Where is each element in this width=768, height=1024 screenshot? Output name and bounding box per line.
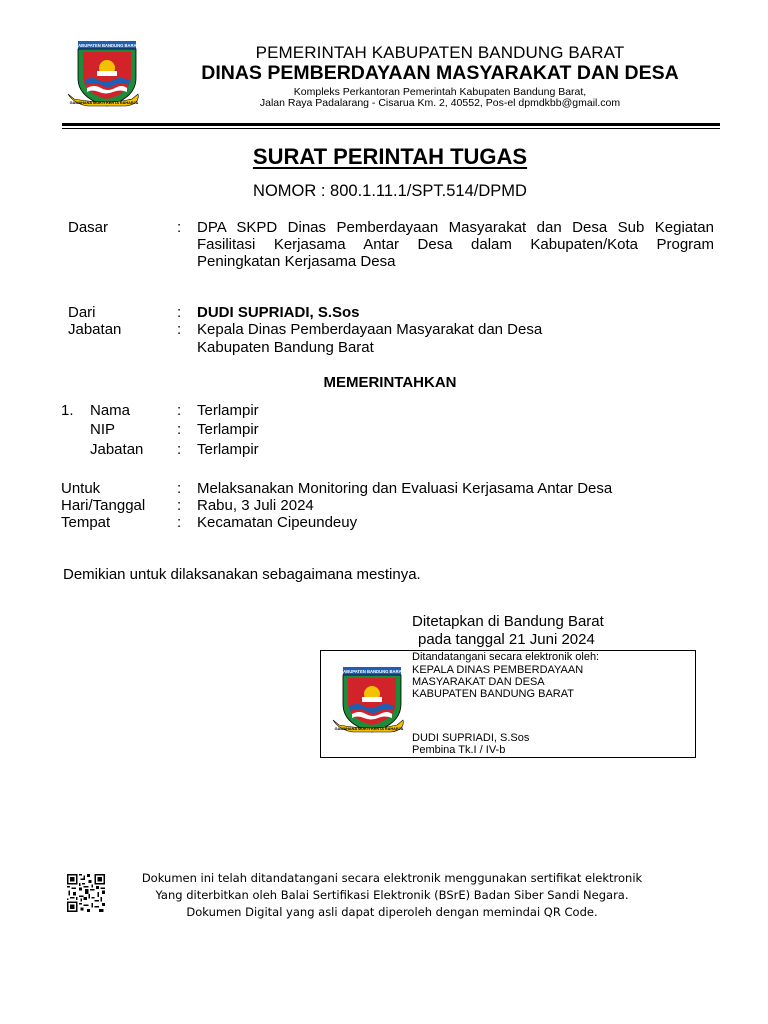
logo-caption-bottom: GAWAHANA MUKTI KERTA RAHARJA — [69, 101, 139, 105]
nama-value: Terlampir — [197, 402, 259, 419]
hari-tanggal-label: Hari/Tanggal — [61, 497, 146, 514]
untuk-label: Untuk — [61, 480, 101, 497]
agency-address-line2: Jalan Raya Padalarang - Cisarua Km. 2, 40552, Pos-el dpmdkbb@gmail.com — [259, 97, 621, 109]
signature-signed-by: Ditandatangani secara elektronik oleh: — [412, 651, 600, 663]
signature-emblem-logo — [329, 664, 407, 738]
dari-colon: : — [177, 304, 182, 321]
sig-logo-caption-bottom: GAWAHANA MUKTI KERTA RAHARJA — [334, 727, 404, 731]
memerintahkan-heading: MEMERINTAHKAN — [323, 374, 457, 391]
dasar-label: Dasar — [68, 219, 109, 236]
footer-line1: Dokumen ini telah ditandatangani secara elektronik menggunakan sertifikat elektronik — [141, 871, 643, 885]
hari-tanggal-value: Rabu, 3 Juli 2024 — [197, 497, 314, 514]
signature-position-line2: MASYARAKAT DAN DESA — [412, 676, 545, 688]
tempat-label: Tempat — [61, 514, 111, 531]
signature-position-line3: KABUPATEN BANDUNG BARAT — [412, 688, 574, 700]
untuk-colon: : — [177, 480, 182, 497]
jabatan-dari-colon: : — [177, 321, 182, 338]
tempat-value: Kecamatan Cipeundeuy — [197, 514, 358, 531]
nip-value: Terlampir — [197, 421, 259, 438]
document-number: NOMOR : 800.1.11.1/SPT.514/DPMD — [253, 182, 527, 200]
ditetapkan-date: pada tanggal 21 Juni 2024 — [418, 631, 595, 648]
logo-caption-top: KABUPATEN BANDUNG BARAT — [75, 43, 139, 48]
nip-label: NIP — [90, 421, 116, 438]
dasar-colon: : — [177, 219, 182, 236]
nip-colon: : — [177, 421, 182, 438]
jabatan-penerima-label: Jabatan — [90, 441, 144, 458]
footer-line2: Yang diterbitkan oleh Balai Sertifikasi Elektronik (BSrE) Badan Siber Sandi Negara. — [155, 888, 629, 902]
dari-value: DUDI SUPRIADI, S.Sos — [197, 304, 360, 321]
agency-name: DINAS PEMBERDAYAAN MASYARAKAT DAN DESA — [201, 62, 679, 84]
closing-statement: Demikian untuk dilaksanakan sebagaimana mestinya. — [63, 566, 421, 583]
jabatan-dari-label: Jabatan — [68, 321, 122, 338]
letterhead-divider-thick — [62, 123, 720, 126]
agency-address-line1: Kompleks Perkantoran Pemerintah Kabupaten Bandung Barat, — [293, 86, 587, 98]
jabatan-dari-value-line2: Kabupaten Bandung Barat — [197, 339, 374, 356]
tempat-colon: : — [177, 514, 182, 531]
signature-name: DUDI SUPRIADI, S.Sos — [412, 732, 530, 744]
regency-emblem-logo — [64, 38, 142, 112]
ditetapkan-place: Ditetapkan di Bandung Barat — [412, 613, 604, 630]
qr-code-icon — [67, 874, 105, 912]
government-name: PEMERINTAH KABUPATEN BANDUNG BARAT — [255, 43, 625, 62]
penerima-number: 1. — [61, 402, 74, 419]
jabatan-dari-value-line1: Kepala Dinas Pemberdayaan Masyarakat dan Desa — [197, 321, 543, 338]
jabatan-penerima-value: Terlampir — [197, 441, 259, 458]
signature-rank: Pembina Tk.I / IV-b — [412, 744, 506, 756]
dasar-value: DPA SKPD Dinas Pemberdayaan Masyarakat dan Desa Sub Kegiatan Fasilitasi Kerjasama Antar Desa dalam Kabupaten/Kota Program Peningkatan Kerjasama Desa — [197, 219, 714, 270]
dari-label: Dari — [68, 304, 96, 321]
letterhead-divider-thin — [62, 128, 720, 129]
nama-label: Nama — [90, 402, 131, 419]
document-title: SURAT PERINTAH TUGAS — [252, 144, 528, 169]
jabatan-penerima-colon: : — [177, 441, 182, 458]
signature-position-line1: KEPALA DINAS PEMBERDAYAAN — [412, 664, 584, 676]
sig-logo-caption-top: KABUPATEN BANDUNG BARAT — [340, 669, 404, 674]
untuk-value: Melaksanakan Monitoring dan Evaluasi Kerjasama Antar Desa — [197, 480, 613, 497]
nama-colon: : — [177, 402, 182, 419]
hari-tanggal-colon: : — [177, 497, 182, 514]
footer-line3: Dokumen Digital yang asli dapat diperoleh dengan memindai QR Code. — [186, 905, 598, 919]
